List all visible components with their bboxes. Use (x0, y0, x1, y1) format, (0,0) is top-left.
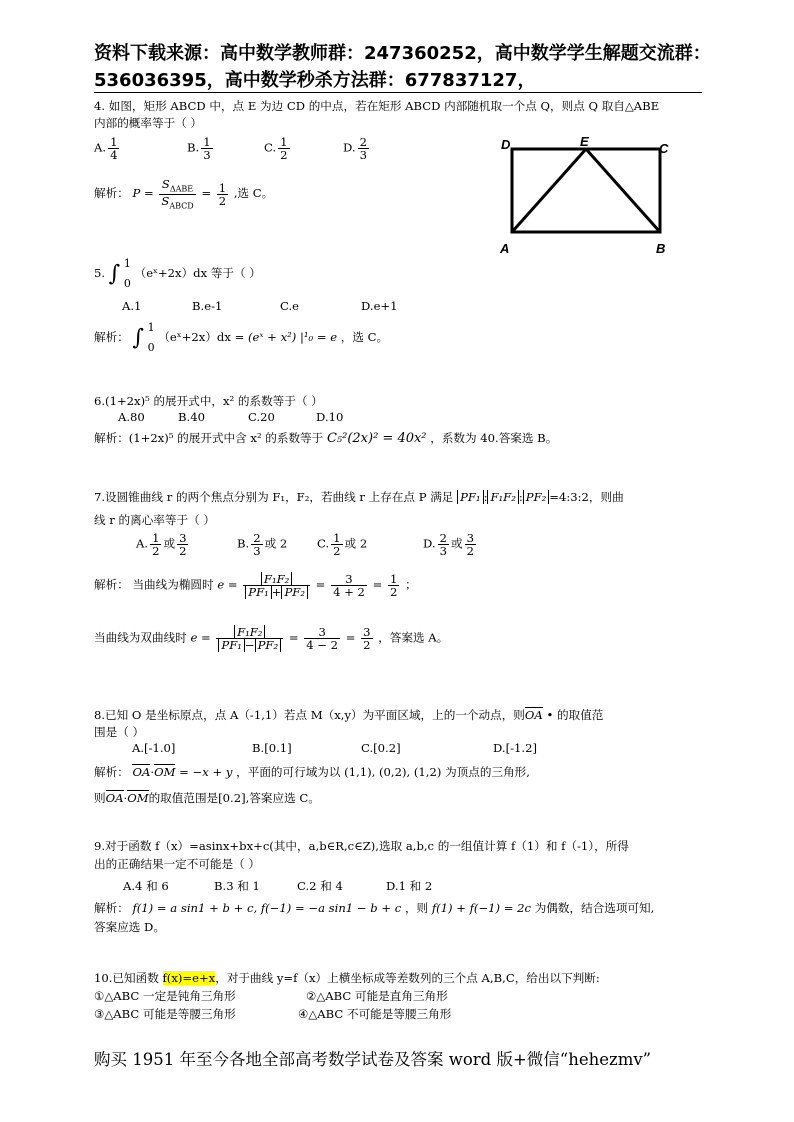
q8-stem-line-1: 8.已知 O 是坐标原点，点 A（-1,1）若点 M（x,y）为平面区域，上的一个动点，则OA • 的取值范 (94, 708, 604, 722)
q6-option-c: C.20 (248, 410, 275, 424)
q6-stem: 6.(1+2x)⁵ 的展开式中，x² 的系数等于（ ） (94, 394, 323, 408)
q9-stem-line-2: 出的正确结果一定不可能是（ ） (94, 857, 260, 871)
q9-stem-line-1: 9.对于函数 f（x）=asinx+bx+c(其中，a,b∈R,c∈Z),选取 a,b,c 的一组值计算 f（1）和 f（-1），所得 (94, 839, 629, 853)
q9-option-c: C.2 和 4 (297, 879, 343, 893)
q4-option-d-frac: $\frac{2}{3}$ (359, 135, 367, 163)
q5-option-b: B.e-1 (192, 299, 223, 313)
q6-option-b: B.40 (178, 410, 205, 424)
q6-option-d: D.10 (316, 410, 344, 424)
q10-judgement-2: ②△ABC 可能是直角三角形 (306, 989, 448, 1003)
q9-solution-line-1: 解析： f(1) = a sin1 + b + c, f(−1) = −a sin1 − b + c ，则 f(1) + f(−1) = 2c 为偶数，结合选项可知, (94, 901, 655, 915)
rectangle-abcd (512, 149, 660, 232)
q9-option-b: B.3 和 1 (214, 879, 260, 893)
q5-solution-limits: 1 0 (147, 321, 155, 355)
q5-solution: 解析： ∫ 1 0 （eˣ+2x）dx = (eˣ + x²) |¹₀ = e ，选 C。 (94, 321, 389, 355)
q10-stem: 10.已知函数 f(x)=e+x，对于曲线 y=f（x）上横坐标成等差数列的三个点 A,B,C，给出以下判断: (94, 971, 600, 985)
integral-sign: ∫ (108, 261, 121, 287)
segment-ae (512, 149, 586, 232)
q6-solution: 解析：(1+2x)⁵ 的展开式中含 x² 的系数等于 C₅²(2x)² = 40x² ，系数为 40.答案选 B。 (94, 431, 558, 446)
header-banner (94, 40, 714, 94)
q9-option-d: D.1 和 2 (386, 879, 433, 893)
q4-solution-area-ratio: $\frac{S_{\Delta ABE}}{S_{ABCD}}$ (161, 177, 194, 211)
q5-option-a: A.1 (122, 299, 142, 313)
q4-stem-line-2: 内部的概率等于（ ） (94, 116, 203, 130)
q4-option-a-frac: $\frac{1}{4}$ (110, 135, 118, 163)
q7-option-b: B. $\frac{2}{3}$ 或 2 (237, 531, 288, 559)
q7-solution-hyperbola: 当曲线为双曲线时 e = $\frac{\text{F₁F₂}}{\text{PF₁ − PF₂}}$ = $\frac{3}{4 - 2}$ = $\frac{3}{2}$ ，答案选 A。 (94, 625, 449, 653)
q7-option-a: A. $\frac{1}{2}$ 或 $\frac{3}{2}$ (136, 531, 187, 559)
label-a: A (500, 241, 510, 256)
q6-option-a: A.80 (118, 410, 145, 424)
label-d: D (501, 137, 511, 152)
q5-option-c: C.e (280, 299, 300, 313)
q4-rectangle-figure (496, 134, 686, 258)
header-line-1: 资料下载来源：高中数学教师群：247360252，高中数学学生解题交流群： (94, 43, 711, 64)
q7-option-d: D. $\frac{2}{3}$ 或 $\frac{3}{2}$ (423, 531, 474, 559)
q8-solution-line-1: 解析： OA·OM = −x + y ，平面的可行域为以 (1,1), (0,2), (1,2) 为顶点的三角形, (94, 765, 530, 779)
q4-option-a: A. $\frac{1}{4}$ (94, 135, 118, 163)
q9-solution-line-2: 答案应选 D。 (94, 920, 165, 934)
q4-solution-half: $\frac{1}{2}$ (218, 180, 227, 208)
q7-stem-line-2: 线 r 的离心率等于（ ） (94, 513, 215, 527)
q8-stem-line-2: 围是（ ） (94, 725, 145, 739)
q10-judgement-4: ④△ABC 不可能是等腰三角形 (298, 1007, 452, 1021)
footer-advert: 购买 1951 年至今各地全部高考数学试卷及答案 word 版+微信“hehezmv” (94, 1050, 652, 1069)
header-divider (94, 92, 702, 93)
q8-option-a: A.[-1.0] (132, 741, 176, 755)
q7-option-c: C. $\frac{1}{2}$ 或 2 (317, 531, 368, 559)
header-line-2: 536036395，高中数学秒杀方法群：677837127， (94, 70, 536, 91)
label-c: C (659, 141, 669, 156)
q4-solution: 解析： P = $\frac{S_{\Delta ABE}}{S_{ABCD}}$ = $\frac{1}{2}$ ,选 C。 (94, 177, 274, 211)
q8-option-b: B.[0.1] (252, 741, 292, 755)
integral-sign: ∫ (132, 325, 144, 351)
q5-integral-limits: 1 0 (123, 257, 131, 291)
label-b: B (656, 241, 666, 256)
q10-judgement-3: ③△ABC 可能是等腰三角形 (94, 1007, 236, 1021)
q5-option-d: D.e+1 (361, 299, 398, 313)
q10-judgement-1: ①△ABC 一定是钝角三角形 (94, 989, 236, 1003)
q7-stem-line-1: 7.设圆锥曲线 r 的两个焦点分别为 F₁，F₂，若曲线 r 上存在点 P 满足 PF₁ : F₁F₂ : PF₂ =4:3:2，则曲 (94, 490, 624, 504)
segment-be (586, 149, 660, 232)
q4-option-d: D. $\frac{2}{3}$ (343, 135, 367, 163)
q9-option-a: A.4 和 6 (123, 879, 169, 893)
q4-stem-line-1: 4. 如图，矩形 ABCD 中，点 E 为边 CD 的中点，若在矩形 ABCD 内部随机取一个点 Q，则点 Q 取自△ABE (94, 99, 660, 113)
q5-stem: 5. ∫ 1 0 （eˣ+2x）dx 等于（ ） (94, 257, 261, 291)
q4-option-c: C. $\frac{1}{2}$ (264, 135, 288, 163)
q7-solution-ellipse: 解析： 当曲线为椭圆时 e = $\frac{\text{F₁F₂}}{\text{PF₁ + PF₂}}$ = $\frac{3}{4 + 2}$ = $\frac{1}{2}$ ； (94, 572, 417, 600)
q4-option-c-frac: $\frac{1}{2}$ (280, 135, 288, 163)
q8-option-d: D.[-1.2] (493, 741, 537, 755)
q8-solution-line-2: 则OA·OM的取值范围是[0.2],答案应选 C。 (94, 791, 320, 805)
highlighted-function: f(x)=e+x (162, 971, 216, 985)
q4-option-b-frac: $\frac{1}{3}$ (203, 135, 211, 163)
q8-option-c: C.[0.2] (361, 741, 401, 755)
label-e: E (580, 134, 589, 149)
q4-option-b: B. $\frac{1}{3}$ (187, 135, 211, 163)
